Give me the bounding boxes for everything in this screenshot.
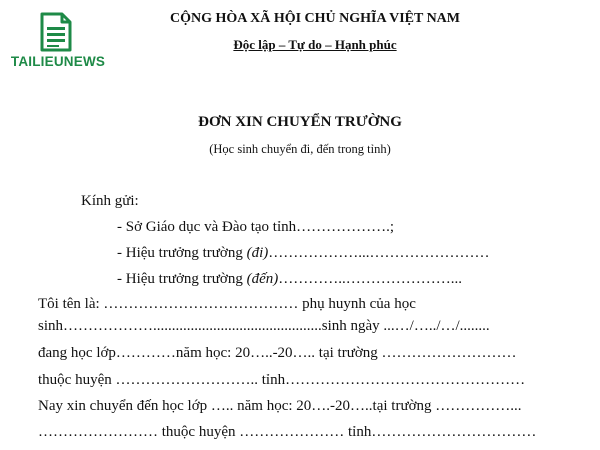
motto-text: Độc lập – Tự do – Hạnh phúc <box>233 37 397 52</box>
addressee-from-dots: ………………...…………………… <box>268 245 490 261</box>
body-line-transfer-district: …………………… thuộc huyện ………………… tỉnh…………………………… <box>38 424 537 440</box>
body-line-name: Tôi tên là: ………………………………… phụ huynh của học <box>38 296 416 312</box>
body-line-transfer-class: Nay xin chuyển đến học lớp ….. năm học: 20….-20…..tại trường ……………... <box>38 398 522 414</box>
addressee-line-school-to <box>117 271 462 288</box>
addressee-from-prefix: - Hiệu trưởng trường <box>117 245 247 261</box>
addressee-to-dots: …………..…………………... <box>278 271 463 287</box>
motto-heading <box>150 37 480 53</box>
document-title: ĐƠN XIN CHUYỂN TRƯỜNG <box>198 114 402 130</box>
body-line-current-class: đang học lớp…………năm học: 20…..-20….. tại trường ……………………… <box>38 345 517 361</box>
document-subtitle: (Học sinh chuyển đi, đến trong tỉnh) <box>209 142 391 156</box>
addressee-from-italic: (đi) <box>246 245 269 261</box>
tailieunews-logo <box>8 12 106 78</box>
addressee-to-italic: (đến) <box>246 271 279 287</box>
nation-heading: CỘNG HÒA XÃ HỘI CHỦ NGHĨA VIỆT NAM <box>169 11 460 26</box>
document-icon <box>39 12 73 52</box>
logo-brand-text: TAILIEUNEWS <box>10 54 106 69</box>
body-line-current-district: thuộc huyện ……………………….. tỉnh………………………………………… <box>38 372 526 388</box>
addressee-to-prefix: - Hiệu trưởng trường <box>117 271 247 287</box>
body-line-student: sinh……………….............................................sinh ngày ...…/…../…/........ <box>38 318 490 334</box>
addressee-line-school-from <box>117 245 490 262</box>
addressee-line-department: - Sở Giáo dục và Đào tạo tỉnh……………….; <box>117 219 395 235</box>
addressee-label: Kính gửi: <box>81 193 139 209</box>
